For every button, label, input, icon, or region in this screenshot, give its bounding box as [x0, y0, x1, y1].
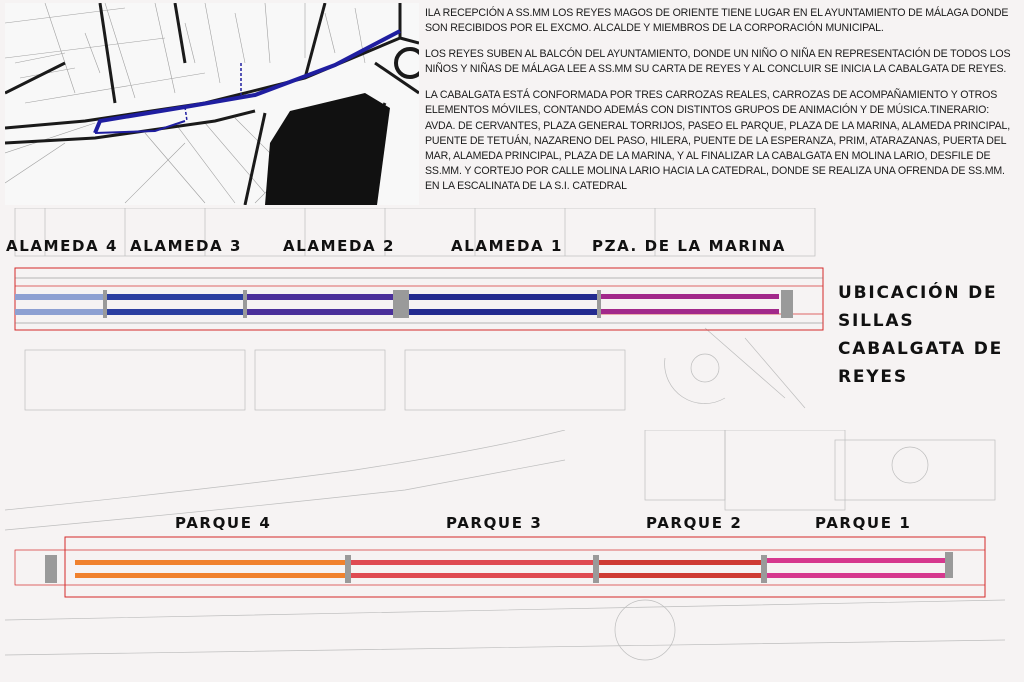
section-label-parque-2: PARQUE 2	[646, 514, 743, 532]
section-label-alameda-4: ALAMEDA 4	[6, 237, 119, 255]
intro-text-block	[425, 6, 1017, 205]
route-street-map	[5, 3, 419, 205]
section-label-parque-1: PARQUE 1	[815, 514, 912, 532]
intro-paragraph-3: LA CABALGATA ESTÁ CONFORMADA POR TRES CARROZAS REALES, CARROZAS DE ACOMPAÑAMIENTO Y OTROS ELEMENTOS MÓVILES, CONTANDO ADEMÁS CON DISTINTOS GRUPOS DE ANIMACIÓN Y DE MÚSICA.TINERARIO: AVDA. DE CERVANTES, PLAZA GENERAL TORRIJOS, PASEO EL PARQUE, PLAZA DE LA MARINA, ALAMEDA PRINCIPAL, PUENTE DE TETUÁN, NAZARENO DEL PASO, HILERA, PUENTE DE LA ESPERANZA, PRIM, ATARAZANAS, PUERTA DEL MAR, ALAMEDA PRINCIPAL, PLAZA DE LA MARINA, Y AL FINALIZAR LA CABALGATA EN MOLINA LARIO, DESFILE DE SS.MM. Y CORTEJO POR CALLE MOLINA LARIO HACIA LA CATEDRAL, DONDE SE REALIZA UNA OFRENDA DE SS.MM. EN LA ESCALINATA DE LA S.I. CATEDRAL	[425, 89, 1011, 192]
section-label-alameda-3: ALAMEDA 3	[130, 237, 243, 255]
parque-plan	[5, 430, 1015, 680]
street-map-drawing	[5, 3, 419, 205]
section-label-parque-4: PARQUE 4	[175, 514, 272, 532]
section-label-pza-de-la-marina: PZA. DE LA MARINA	[592, 237, 787, 255]
section-label-alameda-2: ALAMEDA 2	[283, 237, 396, 255]
section-label-parque-3: PARQUE 3	[446, 514, 543, 532]
intro-paragraph-1: ILA RECEPCIÓN A SS.MM LOS REYES MAGOS DE ORIENTE TIENE LUGAR EN EL AYUNTAMIENTO DE MÁLAGA DONDE SON RECIBIDOS POR EL EXCMO. ALCALDE Y MIEMBROS DE LA CORPORACIÓN MUNICIPAL.	[425, 7, 1009, 35]
title-line-1: UBICACIÓN DE SILLAS	[838, 283, 998, 331]
intro-paragraph-2: LOS REYES SUBEN AL BALCÓN DEL AYUNTAMIENTO, DONDE UN NIÑO O NIÑA EN REPRESENTACIÓN DE TODOS LOS NIÑOS Y NIÑAS DE MÁLAGA LEE A SS.MM SU CARTA DE REYES Y AL CONCLUIR SE INICIA LA CABALGATA DE REYES.	[425, 48, 1011, 76]
title-line-2: CABALGATA DE REYES	[838, 339, 1004, 387]
section-label-alameda-1: ALAMEDA 1	[451, 237, 564, 255]
map-title	[838, 279, 1024, 391]
